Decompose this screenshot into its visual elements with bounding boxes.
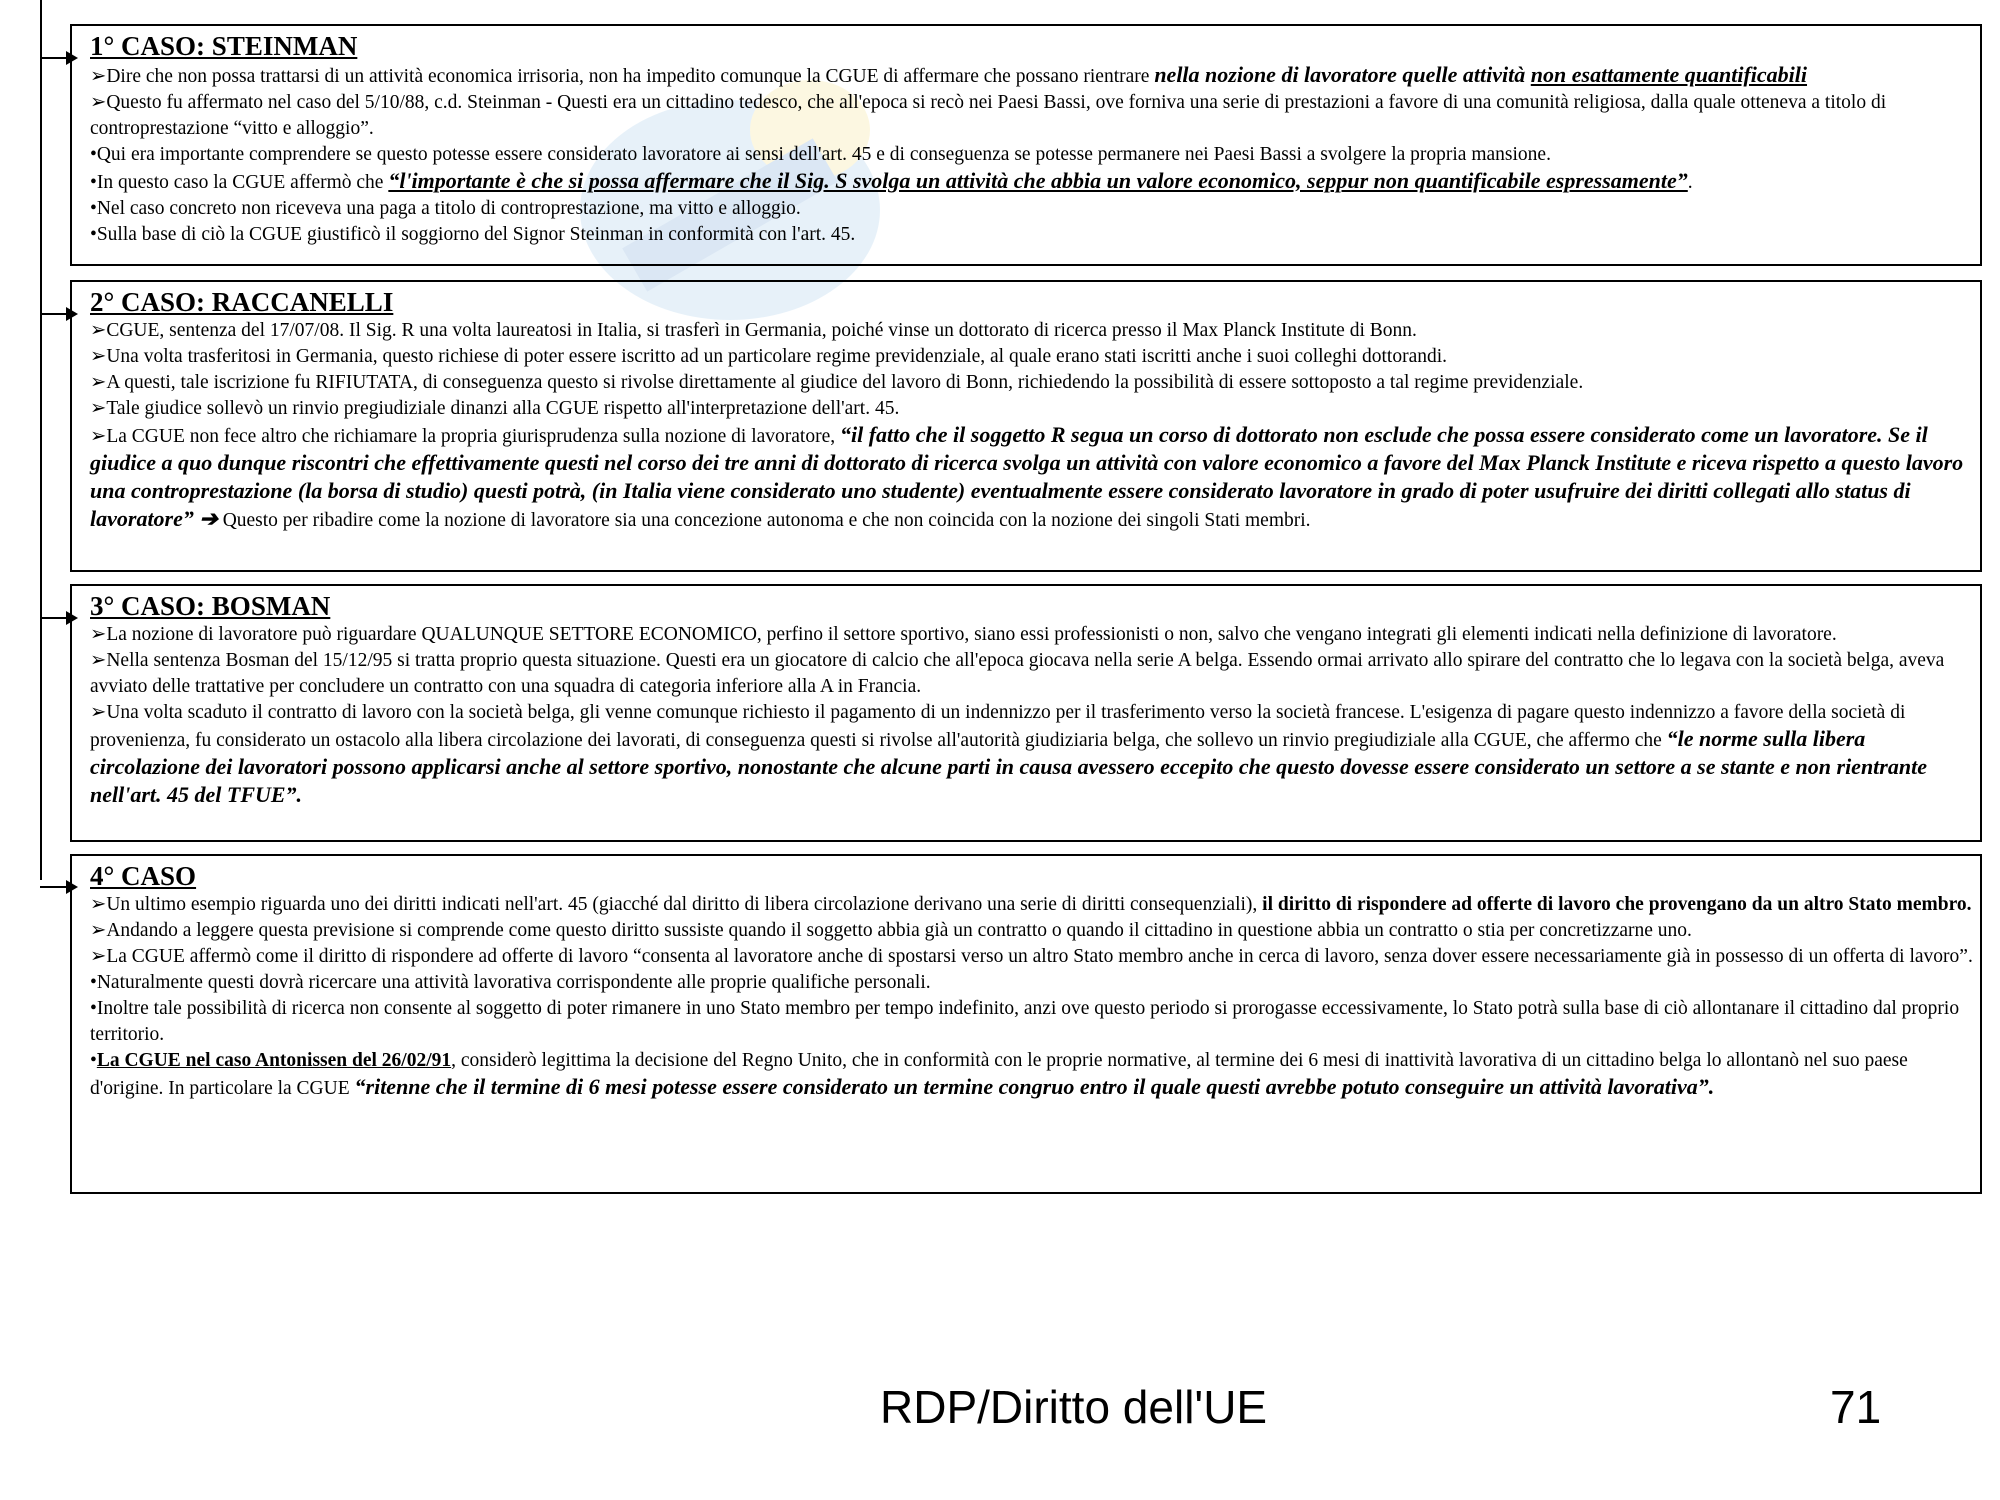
case-paragraph (90, 370, 1974, 396)
text-run: ➢CGUE, sentenza del 17/07/08. Il Sig. R una volta laureatosi in Italia, si trasferì in Germania, poiché vinse un dottorato di ricerca presso il Max Planck Institute di Bonn. (90, 320, 1417, 341)
text-run: ➢Dire che non possa trattarsi di un attività economica irrisoria, non ha impedito comunque la CGUE di affermare che possano rientrare (90, 66, 1155, 87)
case-paragraph (90, 944, 1974, 970)
text-run: “l'importante è che si possa affermare che il Sig. S svolga un attività che abbia un valore economico, seppur non quantificabile espressamente” (388, 168, 1688, 193)
case-paragraph (90, 700, 1974, 810)
text-run: non esattamente quantificabili (1530, 62, 1808, 87)
case-arrow (40, 886, 68, 888)
case-paragraph (90, 996, 1974, 1048)
case-arrow (40, 313, 68, 315)
case-paragraph (90, 344, 1974, 370)
text-run: ➢La nozione di lavoratore può riguardare QUALUNQUE SETTORE ECONOMICO, perfino il settore sportivo, siano essi professionisti o non, salvo che vengano integrati gli elementi indicati nella definizione di lavoratore. (90, 624, 1837, 645)
case-paragraph (90, 918, 1974, 944)
case-paragraph (90, 168, 1974, 196)
text-run: ➢Un ultimo esempio riguarda uno dei diritti indicati nell'art. 45 (giacché dal diritto di libera circolazione derivano una serie di diritti consequenziali), (90, 894, 1263, 915)
case-paragraph (90, 622, 1974, 648)
case-title: 3° CASO: BOSMAN (90, 591, 331, 621)
case-title: 4° CASO (90, 861, 197, 891)
case-paragraph (90, 892, 1974, 918)
text-run: , considerò legittima la decisione del Regno Unito, che in conformità con le proprie normative, al termine dei 6 mesi di inattività lavorativa di un cittadino belga lo allontanò nel suo paese d'origine. In particolare la CGUE (90, 1050, 1908, 1099)
case-box-2 (70, 280, 1982, 572)
connector-line (40, 0, 42, 880)
text-run: •Sulla base di ciò la CGUE giustificò il soggiorno del Signor Steinman in conformità con l'art. 45. (90, 224, 856, 245)
case-paragraph (90, 196, 1974, 222)
text-run: ➢La CGUE affermò come il diritto di rispondere ad offerte di lavoro “consenta al lavoratore anche di spostarsi verso un altro Stato membro anche in cerca di lavoro, senza dover essere necessariamente già in possesso di un offerta di lavoro”. (90, 946, 1973, 967)
footer-title: RDP/Diritto dell'UE (880, 1381, 1268, 1433)
case-paragraph (90, 62, 1974, 90)
text-run: •Qui era importante comprendere se questo potesse essere considerato lavoratore ai sensi dell'art. 45 e di conseguenza se potesse permanere nei Paesi Bassi a svolgere la propria mansione. (90, 144, 1551, 165)
case-title: 1° CASO: STEINMAN (90, 31, 358, 61)
case-arrow (40, 617, 68, 619)
case-paragraph (90, 970, 1974, 996)
page-number: 71 (1830, 1381, 1882, 1433)
text-run: •In questo caso la CGUE affermò che (90, 172, 389, 193)
case-box-4 (70, 854, 1982, 1194)
text-run: ➢Andando a leggere questa previsione si comprende come questo diritto sussiste quando il soggetto abbia già un contratto o quando il cittadino in questione abbia un contratto o stia per concretizzarne uno. (90, 920, 1692, 941)
case-paragraph (90, 142, 1974, 168)
text-run: ➢Una volta trasferitosi in Germania, questo richiese di poter essere iscritto ad un particolare regime previdenziale, al quale erano stati iscritti anche i suoi colleghi dottorandi. (90, 346, 1448, 367)
text-run: •Naturalmente questi dovrà ricercare una attività lavorativa corrispondente alle proprie qualifiche personali. (90, 972, 931, 993)
text-run: ➢Una volta scaduto il contratto di lavoro con la società belga, gli venne comunque richiesto il pagamento di un indennizzo per il trasferimento verso la società francese. L'esigenza di pagare questo indennizzo a favore della società di provenienza, fu considerato un ostacolo alla libera circolazione dei lavorati, di conseguenza questi si rivolse all'autorità giudiziaria belga, che sollevo un rinvio pregiudiziale alla CGUE, che affermo che (90, 702, 1906, 751)
text-run: . (1687, 172, 1693, 193)
text-run: •Inoltre tale possibilità di ricerca non consente al soggetto di poter rimanere in uno Stato membro per tempo indefinito, anzi ove questo periodo si prorogasse eccessivamente, lo Stato potrà sulla base di ciò allontanare il cittadino dal proprio territorio. (90, 998, 1960, 1045)
case-body (90, 622, 1974, 810)
text-run: il diritto di rispondere ad offerte di lavoro che provengano da un altro Stato membro. (1262, 894, 1972, 915)
text-run: •Nel caso concreto non riceveva una paga a titolo di controprestazione, ma vitto e alloggio. (90, 198, 801, 219)
text-run: “il fatto che il soggetto R segua un corso di dottorato non esclude che possa essere considerato come un lavoratore. Se il giudice a quo dunque riscontri che effettivamente questi nel corso dei tre anni di dottorato di ricerca svolga un attività con valore economico a favore del Max Planck Institute e riceva rispetto a questo lavoro una controprestazione (la borsa di studio) questi potrà, (in Italia viene considerato uno studente) eventualmente essere considerato lavoratore in grado di poter usufruire dei diritti collegati allo status di lavoratore” ➔ (90, 422, 1964, 531)
text-run: “ritenne che il termine di 6 mesi potesse essere considerato un termine congruo entro il quale questi avrebbe potuto conseguire un attività lavorativa”. (354, 1074, 1715, 1099)
case-paragraph (90, 648, 1974, 700)
case-paragraph (90, 422, 1974, 534)
case-paragraph (90, 318, 1974, 344)
text-run: Questo per ribadire come la nozione di lavoratore sia una concezione autonoma e che non coincida con la nozione dei singoli Stati membri. (217, 510, 1311, 531)
text-run: La CGUE nel caso Antonissen del 26/02/91 (96, 1050, 452, 1071)
case-arrow (40, 57, 68, 59)
case-paragraph (90, 396, 1974, 422)
case-paragraph (90, 1048, 1974, 1102)
text-run: ➢La CGUE non fece altro che richiamare la propria giurisprudenza sulla nozione di lavoratore, (90, 426, 840, 447)
text-run: ➢Nella sentenza Bosman del 15/12/95 si tratta proprio questa situazione. Questi era un giocatore di calcio che all'epoca giocava nella serie A belga. Essendo ormai arrivato allo spirare del contratto che lo legava con la società belga, aveva avviato delle trattative per concludere un contratto con una squadra di categoria inferiore alla A in Francia. (90, 650, 1945, 697)
case-body (90, 892, 1974, 1102)
case-box-3 (70, 584, 1982, 842)
text-run: ➢Tale giudice sollevò un rinvio pregiudiziale dinanzi alla CGUE rispetto all'interpretazione dell'art. 45. (90, 398, 900, 419)
case-paragraph (90, 90, 1974, 142)
text-run: • (90, 1050, 97, 1071)
case-box-1 (70, 24, 1982, 266)
case-paragraph (90, 222, 1974, 248)
text-run: ➢A questi, tale iscrizione fu RIFIUTATA, di conseguenza questo si rivolse direttamente al giudice del lavoro di Bonn, richiedendo la possibilità di essere sottoposto a tal regime previdenziale. (90, 372, 1584, 393)
case-body (90, 62, 1974, 248)
text-run: ➢Questo fu affermato nel caso del 5/10/88, c.d. Steinman - Questi era un cittadino tedesco, che all'epoca si recò nei Paesi Bassi, ove forniva una serie di prestazioni a favore di una comunità religiosa, dalla quale otteneva a titolo di controprestazione “vitto e alloggio”. (90, 92, 1887, 139)
case-body (90, 318, 1974, 534)
text-run: “le norme sulla libera circolazione dei lavoratori possono applicarsi anche al settore sportivo, nonostante che alcune parti in causa avessero eccepito che questo dovesse essere considerato un settore a se stante e non rientrante nell'art. 45 del TFUE”. (90, 726, 1927, 807)
case-title: 2° CASO: RACCANELLI (90, 287, 394, 317)
text-run: nella nozione di lavoratore quelle attività (1154, 62, 1531, 87)
